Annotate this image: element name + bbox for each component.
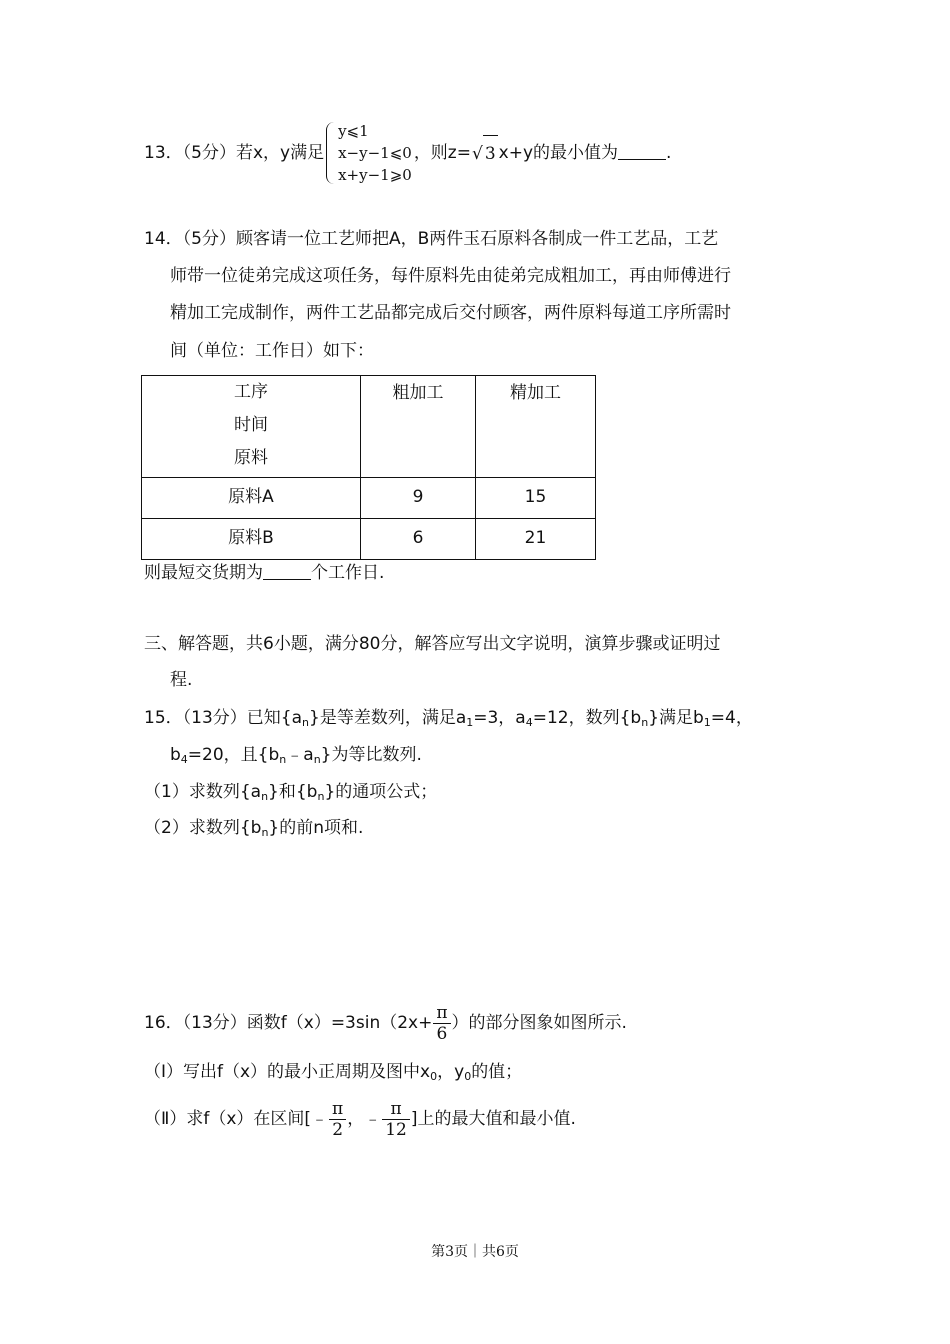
fraction-pi-over-12: [382, 1099, 410, 1140]
fraction-pi-over-2: [329, 1099, 346, 1140]
page-footer: 第3页｜共6页: [431, 1244, 519, 1260]
question-14-line-1: [144, 221, 718, 257]
q16-text: （Ⅰ）写出f（x）的最小正周期及图中x: [144, 1062, 431, 1082]
subscript: 1: [466, 716, 474, 729]
q16-text: ）的部分图象如图所示.: [451, 1013, 627, 1033]
q13-sqrt-arg: 3: [483, 135, 498, 172]
q14-answer-blank: [263, 563, 311, 580]
q15-text: }的前n项和.: [268, 818, 364, 838]
table-cell-fine: 21: [476, 519, 596, 560]
question-15-line-1: [144, 700, 753, 741]
q15-text: （1）求数列{a: [144, 782, 262, 802]
subscript: 0: [464, 1070, 472, 1083]
q15-text: }的通项公式；: [324, 782, 438, 802]
table-row: [142, 376, 596, 478]
table-row: [142, 478, 596, 519]
q15-part-2: [144, 810, 363, 851]
q13-end: .: [666, 143, 672, 163]
subscript: n: [261, 826, 269, 839]
q15-text: =3，a: [473, 708, 526, 728]
table-row: [142, 519, 596, 560]
q14-process-table: [141, 375, 596, 560]
fraction-numerator: π: [329, 1099, 346, 1120]
fraction-denominator: 6: [436, 1023, 448, 1044]
q13-constraint-1: y⩽1: [338, 122, 369, 140]
subscript: n: [279, 753, 287, 766]
fraction-denominator: 12: [385, 1119, 407, 1140]
section-3-heading-line-2: 程.: [170, 670, 193, 690]
q13-sqrt: √ 3: [472, 135, 498, 172]
table-cell-rough: 6: [361, 519, 476, 560]
q15-text: =20，且{b: [187, 745, 280, 765]
q14-text-3: 精加工完成制作，两件工艺品都完成后交付顾客，两件原料每道工序所需时: [170, 303, 731, 323]
table-cell-name: 原料A: [142, 478, 361, 519]
q15-text: }满足b: [648, 708, 704, 728]
q15-text: }和{b: [268, 782, 318, 802]
subscript: n: [261, 790, 269, 803]
q13-constraint-system: [326, 120, 412, 186]
q16-text: ]上的最大值和最小值.: [410, 1109, 576, 1129]
subscript: 1: [703, 716, 711, 729]
q15-text: ﹣a: [286, 745, 314, 765]
q13-constraint-2: x−y−1⩽0: [338, 144, 412, 162]
q14-number: 14．: [144, 229, 183, 249]
q15-text: （2）求数列{b: [144, 818, 262, 838]
q14-tail-before: 则最短交货期为: [144, 563, 263, 583]
q16-number: 16．: [144, 1013, 183, 1033]
subscript: n: [302, 716, 309, 729]
q13-constraint-3: x+y−1⩾0: [338, 166, 412, 184]
q16-text: （13分）函数f（x）=3sin（2x+: [182, 1013, 433, 1033]
q16-part-2: [144, 1096, 576, 1142]
q16-part-1: [144, 1054, 522, 1095]
subscript: 4: [525, 716, 533, 729]
section-3-heading-line-1: 三、解答题，共6小题，满分80分，解答应写出文字说明，演算步骤或证明过: [144, 634, 721, 654]
q15-text: }为等比数列.: [320, 745, 422, 765]
table-header-cell: [142, 376, 361, 478]
table-header-process: 工序: [234, 382, 268, 402]
question-13: [144, 120, 671, 186]
subscript: n: [313, 753, 321, 766]
q14-text-4: 间（单位：工作日）如下：: [170, 341, 374, 361]
q15-part-1: [144, 774, 437, 815]
q15-text: }是等差数列，满足a: [309, 708, 467, 728]
q15-number: 15．: [144, 708, 183, 728]
q13-answer-blank: [618, 143, 666, 160]
q14-text-1: （5分）顾客请一位工艺师把A，B两件玉石原料各制成一件工艺品，工艺: [182, 229, 719, 249]
table-cell-name: 原料B: [142, 519, 361, 560]
q15-text: （13分）已知{a: [182, 708, 303, 728]
fraction-pi-over-6: [433, 1003, 450, 1044]
table-cell-fine: 15: [476, 478, 596, 519]
question-15-line-2: [170, 737, 422, 778]
q15-text: =4，: [710, 708, 753, 728]
subscript: 0: [430, 1070, 438, 1083]
q16-text: ，﹣: [347, 1109, 382, 1129]
subscript: 4: [180, 753, 188, 766]
subscript: n: [641, 716, 649, 729]
q15-text: b: [170, 745, 181, 765]
fraction-denominator: 2: [332, 1119, 344, 1140]
q14-text-2: 师带一位徒弟完成这项任务，每件原料先由徒弟完成粗加工，再由师傅进行: [170, 266, 731, 286]
table-header-rough: 粗加工: [361, 376, 476, 478]
fraction-numerator: π: [382, 1099, 410, 1120]
q16-text: ，y: [437, 1062, 465, 1082]
table-header-material: 原料: [234, 448, 268, 468]
fraction-numerator: π: [433, 1003, 450, 1024]
q13-mid: ，则z=: [413, 143, 471, 163]
q14-tail: [144, 555, 384, 591]
q13-after-sqrt: x+y的最小值为: [498, 143, 619, 163]
q13-number: 13．: [144, 143, 183, 163]
q15-text: =12，数列{b: [532, 708, 642, 728]
question-16-line-1: [144, 1000, 627, 1046]
table-header-time: 时间: [234, 415, 268, 435]
subscript: n: [317, 790, 325, 803]
q14-tail-after: 个工作日.: [311, 563, 385, 583]
q16-text: （Ⅱ）求f（x）在区间[﹣: [144, 1109, 329, 1129]
q13-score: （5分）若x，y满足: [182, 143, 325, 163]
table-cell-rough: 9: [361, 478, 476, 519]
table-header-fine: 精加工: [476, 376, 596, 478]
q16-text: 的值；: [471, 1062, 523, 1082]
left-brace-icon: [326, 122, 336, 184]
